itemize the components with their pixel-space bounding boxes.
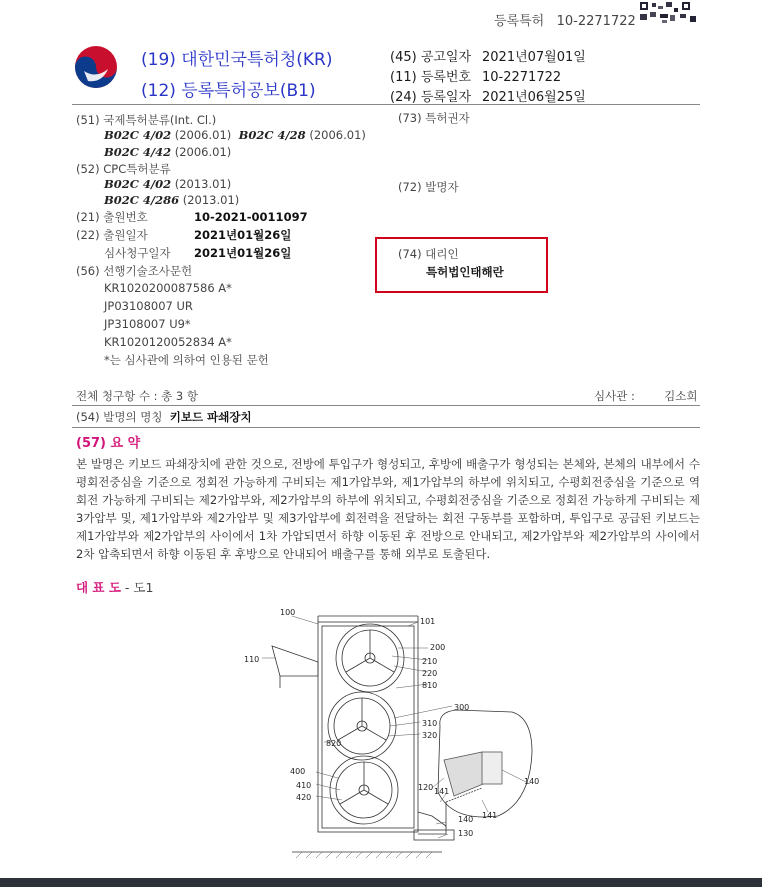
figure-label: 140 <box>458 815 474 824</box>
total-claims: 전체 청구항 수 : 총 3 항 <box>76 389 198 403</box>
prior-art-item: JP3108007 U9* <box>104 317 191 331</box>
ipc-row-1: B02C 4/02 (2006.01) B02C 4/28 (2006.01) <box>104 128 366 142</box>
ipc-label: (51) 국제특허분류(Int. Cl.) <box>76 113 217 127</box>
figure-label: 410 <box>296 781 312 790</box>
footer-bar <box>0 878 762 887</box>
issuer-title: (19) 대한민국특허청(KR) <box>141 50 333 70</box>
invention-title-row: (54) 발명의 명칭 키보드 파쇄장치 <box>76 410 252 424</box>
figure-label: 110 <box>244 655 260 664</box>
agent-name: 특허법인태해란 <box>426 265 504 279</box>
inventor-label: (72) 발명자 <box>398 180 459 194</box>
figure-label: 300 <box>454 703 470 712</box>
examiner-row: 심사관 : 김소희 <box>594 389 698 403</box>
registration-date-row: (24) 등록일자 2021년06월25일 <box>390 90 586 105</box>
figure-label: 400 <box>290 767 306 776</box>
agent-label: (74) 대리인 <box>398 247 459 261</box>
abstract-heading: (57) 요 약 <box>76 436 141 451</box>
figure-label: 120 <box>418 783 434 792</box>
figure-label: 820 <box>326 739 342 748</box>
application-number-row: (21) 출원번호 10-2021-0011097 <box>76 210 308 224</box>
figure-label: 200 <box>430 643 446 652</box>
figure-label: 810 <box>422 681 438 690</box>
divider <box>72 405 700 406</box>
prior-art-label: (56) 선행기술조사문헌 <box>76 264 193 278</box>
cpc-row-1: B02C 4/02 (2013.01) <box>104 177 232 191</box>
figure-label: 420 <box>296 793 312 802</box>
figure-label: 310 <box>422 719 438 728</box>
prior-art-item: JP03108007 UR <box>104 299 193 313</box>
roller-300 <box>328 692 396 760</box>
abstract-text: 본 발명은 키보드 파쇄장치에 관한 것으로, 전방에 투입구가 형성되고, 후방에 배출구가 형성되는 본체와, 본체의 내부에서 수평회전중심을 기준으로 정회전 가능하게 구비되는 제1가압부와, 제1가압부의 하부에 위치되고, 수평회전중심을 기준으로 역회전 가능하게 구비되는 제2가압부와, 제2가압부의 하부에 위치되고, 수평회전중심을 기준으로 정회전 가능하게 구비되는 제3가압부 및, 제1가압부와 제2가압부 및 제3가압부에 회전력을 전달하는 회전 구동부를 포함하며, 투입구로 공급된 키보드는 제1가압부와 제2가압부의 사이에서 1차 가압되면서 하향 이동된 후 전방으로 안내되고, 제2가압부와 제2가압부의 사이에서 2차 압축되면서 하향 이동된 후 후방으로 안내되어 배출구를 통해 외부로 토출된다. <box>76 457 700 561</box>
registration-number-header: 등록특허 10-2271722 <box>494 14 636 29</box>
representative-figure: 대 표 도 - 도1 <box>76 580 154 595</box>
prior-art-item: KR1020120052834 A* <box>104 335 232 349</box>
filing-date-row: (22) 출원일자 2021년01월26일 <box>76 228 292 242</box>
divider <box>72 104 700 105</box>
prior-art-item: KR1020200087586 A* <box>104 281 232 295</box>
cpc-label: (52) CPC특허분류 <box>76 162 171 176</box>
figure-label: 320 <box>422 731 438 740</box>
prior-art-note: *는 심사관에 의하여 인용된 문헌 <box>104 353 269 367</box>
ground-hatch <box>296 852 432 858</box>
roller-200 <box>336 624 404 692</box>
figure-label: 130 <box>458 829 474 838</box>
qr-code-icon <box>638 0 698 24</box>
figure-label: 140 <box>524 777 540 786</box>
exam-request-row: 심사청구일자 2021년01월26일 <box>104 246 292 260</box>
figure-label: 101 <box>420 617 436 626</box>
publication-date-row: (45) 공고일자 2021년07월01일 <box>390 50 586 65</box>
figure-label: 220 <box>422 669 438 678</box>
ipc-row-2: B02C 4/42 (2006.01) <box>104 145 232 159</box>
divider <box>72 427 700 428</box>
cpc-row-2: B02C 4/286 (2013.01) <box>104 193 240 207</box>
patentee-label: (73) 특허권자 <box>398 111 470 125</box>
figure-label: 141 <box>482 811 498 820</box>
kipo-logo-icon <box>74 45 118 89</box>
representative-figure-drawing <box>232 602 540 864</box>
figure-label: 100 <box>280 608 296 617</box>
document-type-title: (12) 등록특허공보(B1) <box>141 81 316 101</box>
figure-label: 210 <box>422 657 438 666</box>
registration-number-row: (11) 등록번호 10-2271722 <box>390 70 562 85</box>
roller-400 <box>330 756 398 824</box>
figure-label: 141 <box>434 787 450 796</box>
